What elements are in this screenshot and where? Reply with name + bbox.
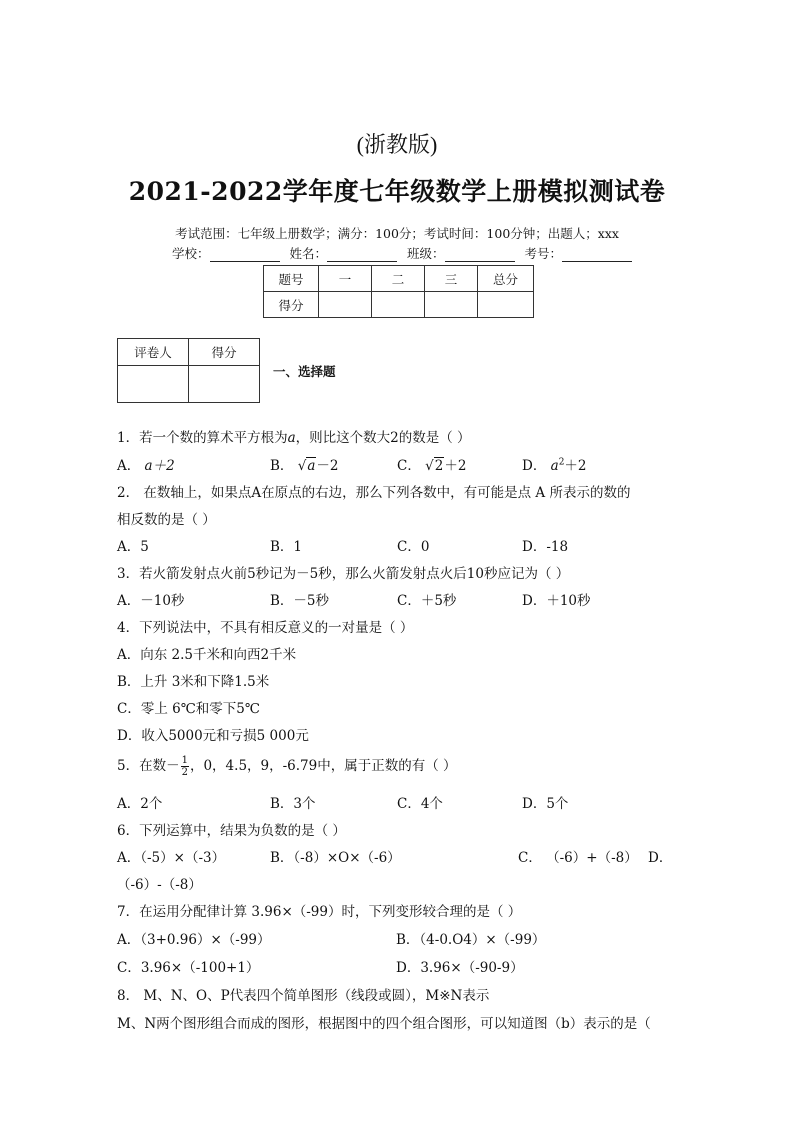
q3-option-b[interactable]: B．－5秒 [270, 593, 330, 609]
question-2-stem-line2: 相反数的是（ ） [117, 512, 216, 528]
grader-header: 评卷人 [118, 339, 189, 366]
score-table-score-row [264, 292, 534, 318]
score-input-cell[interactable] [319, 292, 372, 318]
option-value: －2 [316, 458, 339, 474]
q2-option-d[interactable]: D．-18 [522, 539, 569, 555]
section-title: 一、选择题 [273, 364, 336, 379]
field-examno-label: 考号： [524, 246, 563, 261]
q6-option-b[interactable]: B．（-8）×O×（-6） [270, 850, 401, 866]
question-text: 5．在数－ [117, 758, 180, 774]
question-8-stem-line1: 8． M、N、O、P代表四个简单图形（线段或圆），M※N表示 [117, 988, 490, 1004]
question-text: 1．若一个数的算术平方根为 [117, 430, 288, 446]
field-class-blank[interactable] [445, 249, 515, 262]
q5-option-c[interactable]: C．4个 [397, 796, 443, 812]
score-input-cell[interactable] [478, 292, 534, 318]
score-table [263, 265, 534, 318]
q4-option-c[interactable]: C．零上 6℃和零下5℃ [117, 701, 261, 717]
q7-option-d[interactable]: D．3.96×（-90-9） [396, 960, 524, 976]
q6-option-c[interactable]: C． （-6）+（-8） [518, 850, 638, 866]
option-value: ＋2 [444, 458, 467, 474]
q6-option-d[interactable]: D． [648, 850, 673, 866]
question-6-stem: 6．下列运算中，结果为负数的是（ ） [117, 823, 346, 839]
grader-table-header-row [118, 339, 260, 366]
score-cell: 二 [372, 266, 425, 292]
fraction-numerator: 1 [181, 755, 188, 766]
field-school-blank[interactable] [210, 249, 280, 262]
option-radicand: 2 [434, 458, 444, 474]
grader-score-header: 得分 [189, 339, 260, 366]
q2-option-c[interactable]: C．0 [397, 539, 430, 555]
field-school-label: 学校： [172, 246, 210, 261]
score-cell: 一 [319, 266, 372, 292]
question-2-stem-line1: 2． 在数轴上，如果点A在原点的右边，那么下列各数中，有可能是点 A 所表示的数的 [117, 485, 631, 501]
field-name-blank[interactable] [327, 249, 397, 262]
question-5-stem [117, 754, 457, 778]
fraction-denominator: 2 [181, 767, 188, 778]
score-cell: 三 [425, 266, 478, 292]
q3-option-a[interactable]: A．－10秒 [117, 593, 185, 609]
page-title: 2021-2022学年度七年级数学上册模拟测试卷 [128, 177, 666, 206]
q7-option-c[interactable]: C．3.96×（-100+1） [117, 960, 260, 976]
score-input-cell[interactable] [425, 292, 478, 318]
option-label: A． [117, 458, 141, 474]
question-4-stem: 4．下列说法中，不具有相反意义的一对量是（ ） [117, 620, 414, 636]
option-label: B． [270, 458, 294, 474]
q3-option-c[interactable]: C．＋5秒 [397, 593, 457, 609]
q2-option-a[interactable]: A．5 [117, 539, 149, 555]
fraction-one-half [181, 755, 189, 778]
option-value: ＋2 [564, 458, 587, 474]
q1-option-c[interactable]: C． √2＋2 [397, 458, 467, 474]
q4-option-b[interactable]: B．上升 3米和下降1.5米 [117, 674, 270, 690]
grader-table [117, 338, 260, 403]
question-1-stem [117, 426, 471, 446]
question-7-stem: 7．在运用分配律计算 3.96×（-99）时，下列变形较合理的是（ ） [117, 904, 522, 920]
question-text: ，则比这个数大2的数是（ ） [295, 430, 471, 446]
score-input-cell[interactable] [372, 292, 425, 318]
score-table-header-row [264, 266, 534, 292]
q5-option-a[interactable]: A．2个 [117, 796, 163, 812]
q5-option-b[interactable]: B．3个 [270, 796, 316, 812]
field-name-label: 姓名： [289, 246, 328, 261]
q5-option-d[interactable]: D．5个 [522, 796, 569, 812]
student-fields [172, 244, 638, 262]
option-value: a＋2 [144, 458, 175, 474]
option-value: a [550, 458, 559, 474]
q3-option-d[interactable]: D．＋10秒 [522, 593, 591, 609]
question-3-stem: 3．若火箭发射点火前5秒记为－5秒，那么火箭发射点火后10秒应记为（ ） [117, 566, 570, 582]
q6-option-d-content[interactable]: （-6）-（-8） [117, 877, 202, 893]
field-class-label: 班级： [407, 246, 445, 261]
question-var: a [287, 430, 296, 446]
option-label: C． [397, 458, 421, 474]
q6-option-a[interactable]: A．（-5）×（-3） [117, 850, 226, 866]
grader-input-cell[interactable] [118, 366, 189, 403]
q1-option-a[interactable] [117, 454, 175, 474]
q7-option-b[interactable]: B．（4-0.O4）×（-99） [396, 932, 546, 948]
exam-info: 考试范围：七年级上册数学；满分：100分；考试时间：100分钟；出题人；xxx [175, 226, 619, 241]
question-8-stem-line2: M、N两个图形组合而成的图形，根据图中的四个组合图形，可以知道图（b）表示的是（ [117, 1016, 651, 1032]
grader-table-input-row [118, 366, 260, 403]
q4-option-a[interactable]: A．向东 2.5千米和向西2千米 [117, 647, 297, 663]
q7-option-a[interactable]: A．（3+0.96）×（-99） [117, 932, 271, 948]
score-cell: 得分 [264, 292, 319, 318]
grader-score-input-cell[interactable] [189, 366, 260, 403]
edition-label: (浙教版) [356, 132, 438, 157]
q1-option-b[interactable]: B． √a－2 [270, 458, 339, 474]
q4-option-d[interactable]: D．收入5000元和亏损5 000元 [117, 728, 309, 744]
option-label: D． [522, 458, 547, 474]
score-cell: 总分 [478, 266, 534, 292]
q1-option-d[interactable] [522, 454, 587, 474]
option-exponent: 2 [558, 457, 565, 468]
q2-option-b[interactable]: B．1 [270, 539, 303, 555]
question-text: ，0，4.5，9，-6.79中，属于正数的有（ ） [189, 758, 457, 774]
field-examno-blank[interactable] [562, 249, 632, 262]
score-cell: 题号 [264, 266, 319, 292]
option-radicand: a [307, 458, 316, 474]
